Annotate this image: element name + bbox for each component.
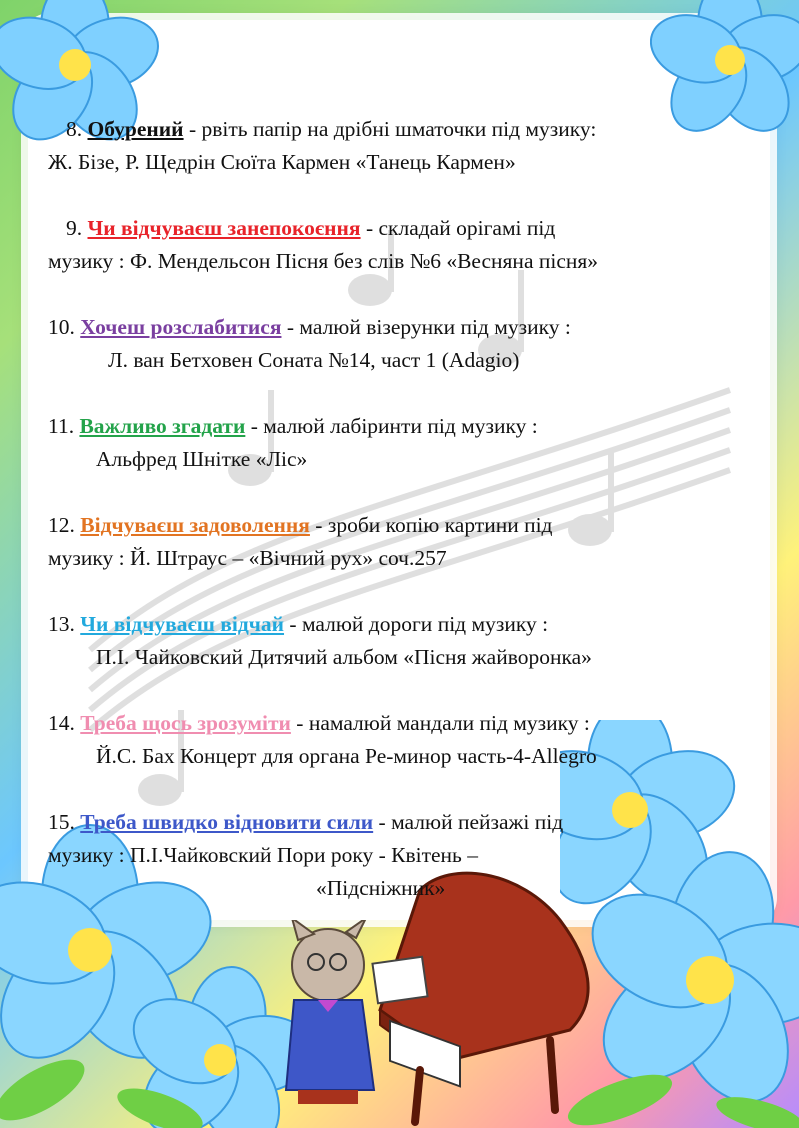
item-number: 10. [48, 315, 75, 339]
music-text: музику : Й. Штраус – «Вічний рух» соч.257 [48, 546, 447, 570]
emotion-keyword: Чи відчуваєш відчай [80, 612, 285, 636]
emotion-keyword: Треба щось зрозуміти [80, 711, 291, 735]
content-list [48, 113, 758, 938]
item-number: 13. [48, 612, 75, 636]
item-number: 11. [48, 414, 75, 438]
emotion-keyword: Чи відчуваєш занепокоєння [87, 216, 361, 240]
music-text: музику : П.І.Чайковский Пори року - Квітень – [48, 843, 478, 867]
emotion-keyword: Відчуваєш задоволення [80, 513, 310, 537]
item-number: 9. [66, 216, 83, 240]
cat-pianist-illustration [278, 920, 388, 1120]
activity-text: - рвіть папір на дрібні шматочки під музику: [183, 117, 597, 141]
item-number: 8. [66, 117, 83, 141]
item-number: 15. [48, 810, 75, 834]
item-number: 12. [48, 513, 75, 537]
music-text: П.І. Чайковский Дитячий альбом «Пісня жайворонка» [96, 645, 592, 669]
activity-text: - малюй дороги під музику : [284, 612, 549, 636]
list-item-8 [48, 113, 758, 179]
activity-text: - малюй візерунки під музику : [281, 315, 571, 339]
music-text: музику : Ф. Мендельсон Пісня без слів №6 «Весняна пісня» [48, 249, 599, 273]
item-number: 14. [48, 711, 75, 735]
activity-text: - малюй пейзажі під [373, 810, 564, 834]
list-item-9 [48, 212, 758, 278]
list-item-15 [48, 806, 758, 905]
list-item-14 [48, 707, 758, 773]
activity-text: - зроби копію картини під [309, 513, 553, 537]
activity-text: - складай орігамі під [360, 216, 556, 240]
music-text: Й.С. Бах Концерт для органа Ре-минор часть-4-Allegro [96, 744, 597, 768]
music-text: Альфред Шнітке «Ліс» [96, 447, 308, 471]
activity-text: - намалюй мандали під музику : [290, 711, 590, 735]
emotion-keyword: Обурений [87, 117, 184, 141]
list-item-13 [48, 608, 758, 674]
music-text: Ж. Бізе, Р. Щедрін Сюїта Кармен «Танець Кармен» [48, 150, 516, 174]
list-item-10 [48, 311, 758, 377]
emotion-keyword: Важливо згадати [79, 414, 246, 438]
music-text-continued: «Підсніжник» [316, 876, 446, 900]
music-text: Л. ван Бетховен Соната №14, част 1 (Adagio) [108, 348, 520, 372]
list-item-11 [48, 410, 758, 476]
list-item-12 [48, 509, 758, 575]
emotion-keyword: Треба швидко відновити сили [80, 810, 374, 834]
emotion-keyword: Хочеш розслабитися [80, 315, 282, 339]
activity-text: - малюй лабіринти під музику : [245, 414, 538, 438]
